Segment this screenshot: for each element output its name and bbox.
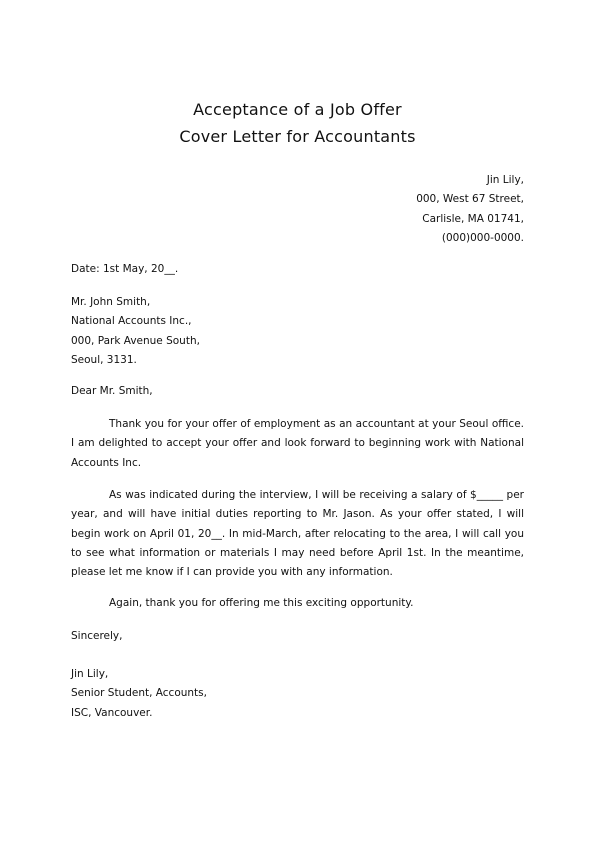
body-paragraph-3: Again, thank you for offering me this exciting opportunity.	[109, 597, 414, 609]
signature-block	[71, 665, 524, 723]
recipient-street: 000, Park Avenue South,	[71, 334, 200, 347]
recipient-company: National Accounts Inc.,	[71, 315, 192, 328]
signature-name: Jin Lily,	[71, 668, 109, 680]
closing: Sincerely,	[71, 630, 123, 642]
recipient-name: Mr. John Smith,	[71, 296, 151, 308]
recipient-address	[71, 293, 524, 370]
title-line-1: Acceptance of a Job Offer	[193, 100, 402, 119]
salutation: Dear Mr. Smith,	[71, 385, 153, 397]
sender-name: Jin Lily,	[486, 174, 524, 186]
letter-date: Date: 1st May, 20__.	[71, 263, 179, 275]
title-line-2: Cover Letter for Accountants	[179, 127, 416, 146]
body-paragraph-1: Thank you for your offer of employment as an accountant at your Seoul office. I am delighted to accept your offer and look forward to beginning work with National Accounts Inc.	[71, 418, 524, 469]
sender-street: 000, West 67 Street,	[416, 193, 524, 206]
sender-phone: (000)000-0000.	[441, 231, 524, 244]
body-paragraph-2: As was indicated during the interview, I will be receiving a salary of $_____ per year, and will have initial duties reporting to Mr. Jason. As your offer stated, I will begin work on April 01, 20__. In mid-March, after relocating to the area, I will call you to see what information or materials I may need before April 1st. In the meantime, please let me know if I can provide you with any information.	[71, 489, 524, 579]
recipient-city: Seoul, 3131.	[71, 353, 137, 366]
signature-school: ISC, Vancouver.	[71, 706, 153, 719]
sender-address	[416, 171, 524, 248]
sender-city: Carlisle, MA 01741,	[422, 212, 524, 225]
document-title	[0, 96, 595, 150]
signature-role: Senior Student, Accounts,	[71, 687, 207, 700]
